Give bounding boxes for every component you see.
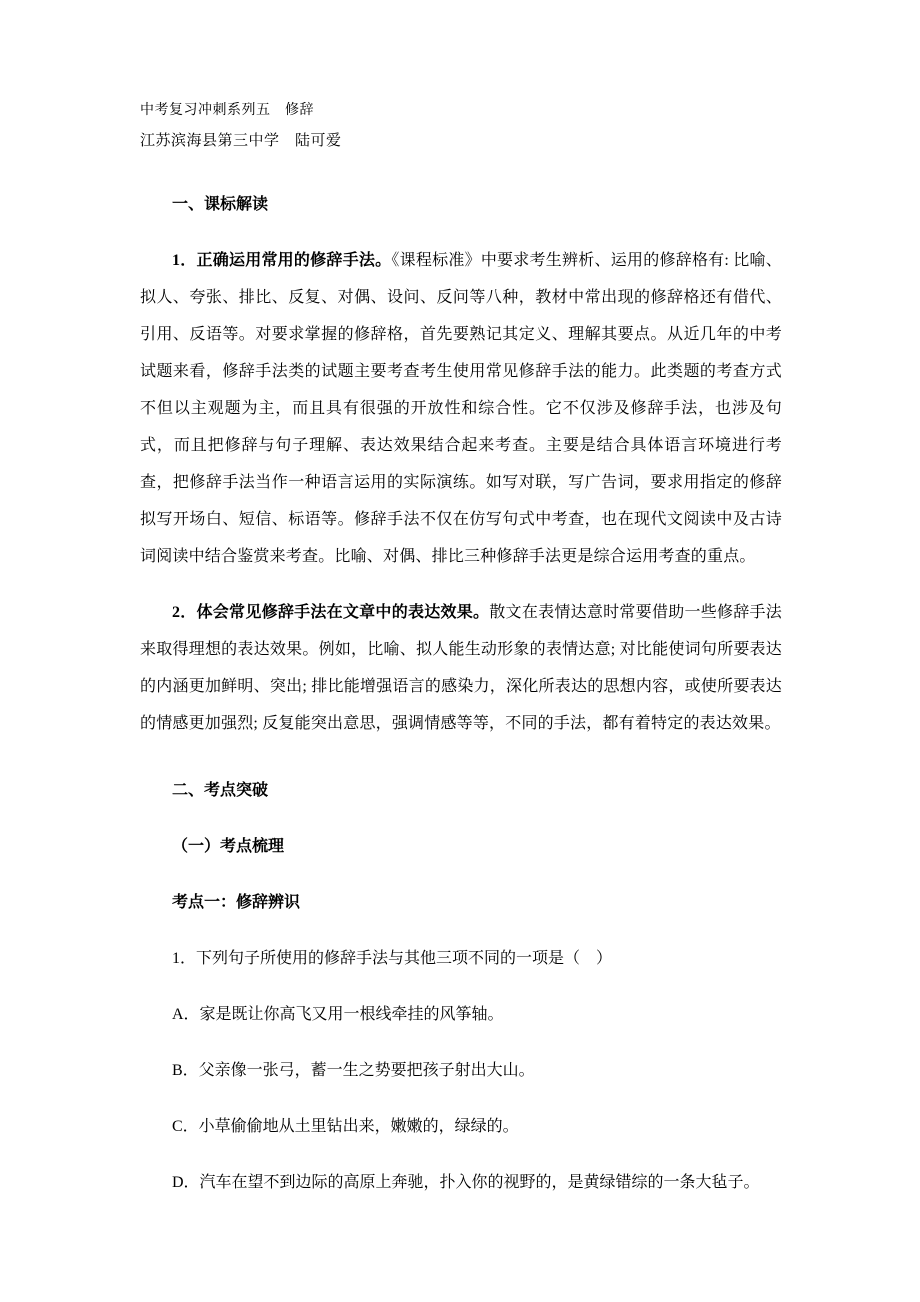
option-d: D．汽车在望不到边际的高原上奔驰，扑入你的视野的，是黄绿错综的一条大毡子。	[172, 1174, 760, 1191]
paragraph-1	[140, 242, 782, 575]
question-stem: 1．下列句子所使用的修辞手法与其他三项不同的一项是（ ）	[172, 950, 613, 967]
topic-heading: 考点一：修辞辨识	[172, 894, 301, 911]
section-heading-2: 二、考点突破	[172, 782, 269, 799]
section-heading-1: 一、课标解读	[172, 196, 269, 213]
document-title-line: 中考复习冲刺系列五 修辞	[140, 103, 314, 118]
option-c: C．小草偷偷地从土里钻出来，嫩嫩的，绿绿的。	[172, 1118, 519, 1135]
paragraph-2-lead: 2．体会常见修辞手法在文章中的表达效果。	[172, 604, 490, 621]
paragraph-2-body: 散文在表情达意时常要借助一些修辞手法来取得理想的表达效果。例如，比喻、拟人能生动形象的表情达意; 对比能使词句所要表达的内涵更加鲜明、突出; 排比能增强语言的感染力，深化所表达的思想内容，或使所要表达的情感更加强烈; 反复能突出意思，强调情感等等，不同的手法，都有着特定的表达效果。	[140, 604, 782, 732]
subsection-heading: （一）考点梳理	[172, 838, 285, 855]
author-line: 江苏滨海县第三中学 陆可爱	[140, 133, 342, 149]
paragraph-2	[140, 594, 782, 742]
option-a: A．家是既让你高飞又用一根线牵挂的风筝轴。	[172, 1006, 504, 1023]
paragraph-1-body: 《课程标准》中要求考生辨析、运用的修辞格有: 比喻、拟人、夸张、排比、反复、对偶、设问、反问等八种，教材中常出现的修辞格还有借代、引用、反语等。对要求掌握的修辞格，首先要熟记其定义、理解其要点。从近几年的中考试题来看，修辞手法类的试题主要考查考生使用常见修辞手法的能力。此类题的考查方式不但以主观题为主，而且具有很强的开放性和综合性。它不仅涉及修辞手法，也涉及句式，而且把修辞与句子理解、表达效果结合起来考查。主要是结合具体语言环境进行考查，把修辞手法当作一种语言运用的实际演练。如写对联，写广告词，要求用指定的修辞拟写开场白、短信、标语等。修辞手法不仅在仿写句式中考查，也在现代文阅读中及古诗词阅读中结合鉴赏来考查。比喻、对偶、排比三种修辞手法更是综合运用考查的重点。	[140, 252, 782, 565]
option-b: B．父亲像一张弓，蓄一生之势要把孩子射出大山。	[172, 1062, 535, 1079]
paragraph-1-lead: 1．正确运用常用的修辞手法。	[172, 252, 392, 269]
